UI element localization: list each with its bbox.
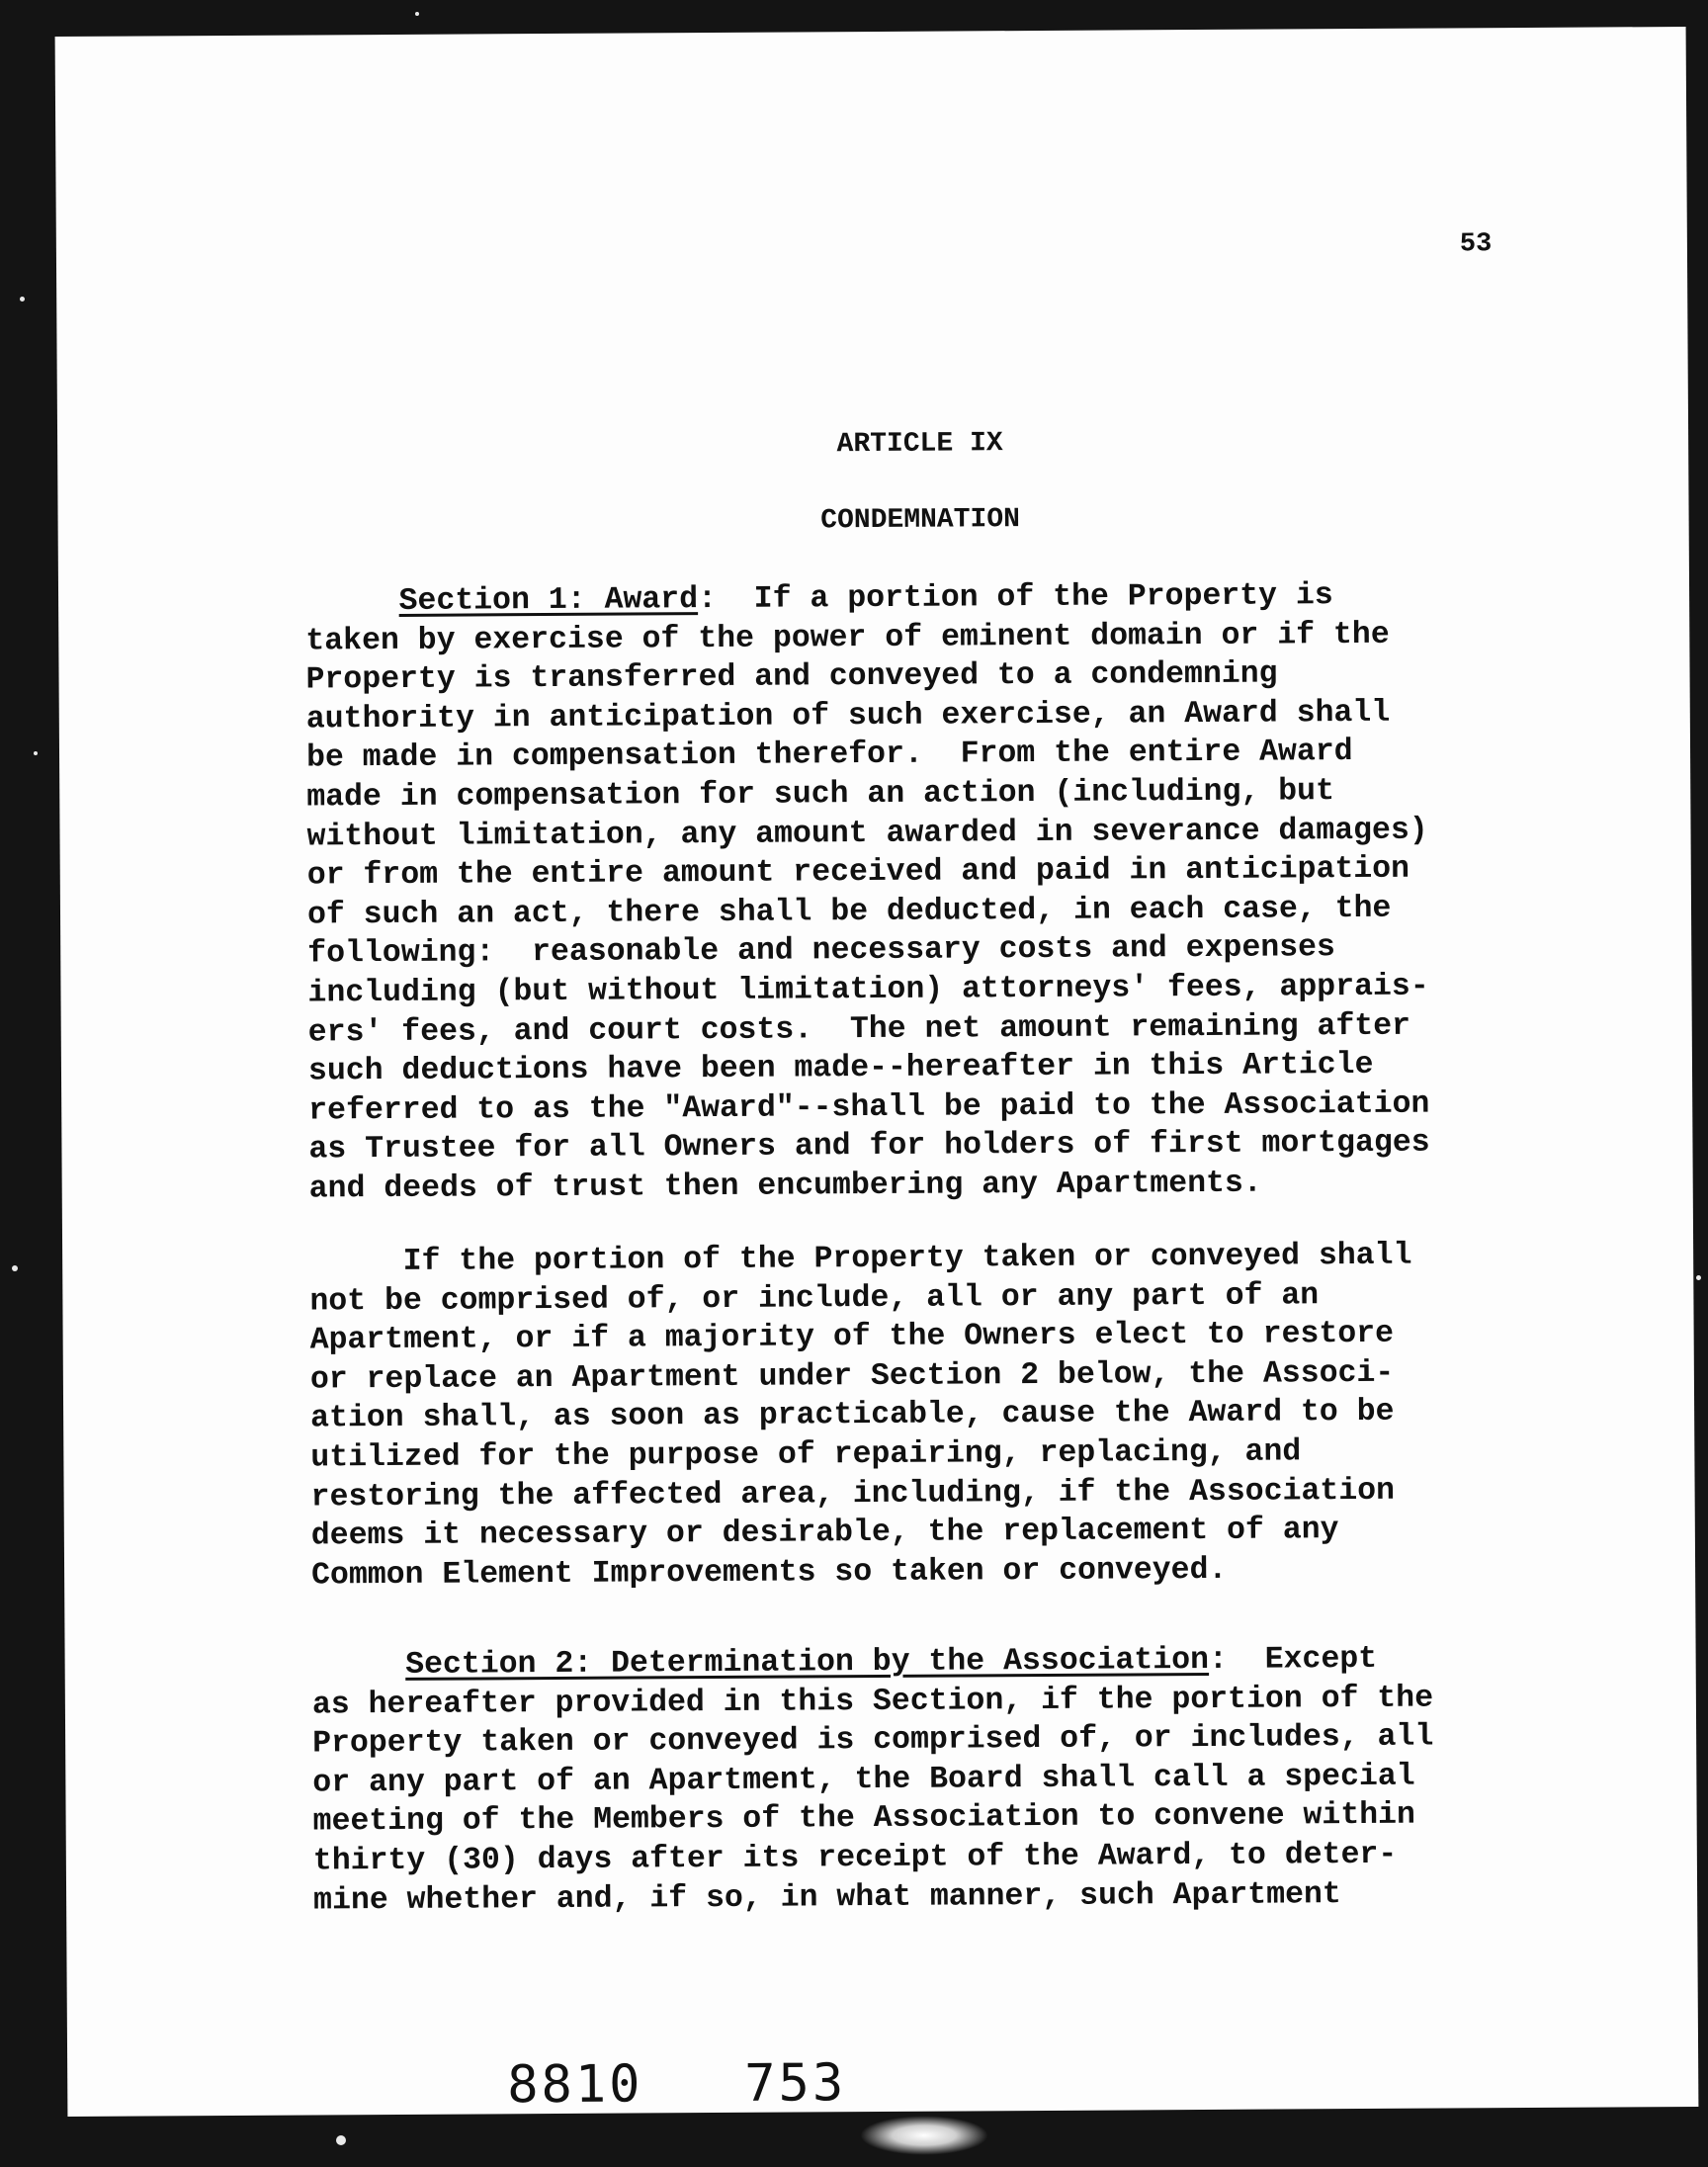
paragraph-line: be made in compensation therefor. From the entire Award <box>305 735 1353 776</box>
section-2-heading: Section 2: Determination by the Association <box>405 1642 1210 1683</box>
paragraph-line: without limitation, any amount awarded in severance damages) <box>306 813 1428 855</box>
scan-speck <box>336 2135 346 2145</box>
paragraph-line: as hereafter provided in this Section, if the portion of the <box>311 1681 1434 1723</box>
paragraph-line: made in compensation for such an action (including, but <box>306 774 1335 816</box>
paragraph-line: : If a portion of the Property is <box>697 578 1333 618</box>
paragraph-line: or from the entire amount received and paid in anticipation <box>306 851 1410 894</box>
paragraph-line: referred to as the "Award"--shall be paid to the Association <box>308 1086 1430 1129</box>
article-subtitle: CONDEMNATION <box>820 504 1020 537</box>
paragraph-line: Common Element Improvements so taken or conveyed. <box>310 1552 1228 1594</box>
paragraph-line: as Trustee for all Owners and for holders of first mortgages <box>308 1125 1430 1168</box>
paragraph-line: deems it necessary or desirable, the replacement of any <box>310 1513 1339 1554</box>
paragraph-line: thirty (30) days after its receipt of the Award, to deter- <box>312 1837 1398 1879</box>
paragraph-line: restoring the affected area, including, if the Association <box>310 1473 1396 1516</box>
section-2-paragraph <box>312 1639 1599 1921</box>
paragraph-line: such deductions have been made--hereafter in this Article <box>307 1048 1374 1089</box>
scan-speck <box>415 12 419 16</box>
paragraph-line: Property taken or conveyed is comprised of, or includes, all <box>312 1719 1434 1762</box>
scan-speck <box>34 751 38 755</box>
section-1-continuation-paragraph <box>309 1236 1596 1596</box>
paragraph-line: ers' fees, and court costs. The net amount remaining after <box>307 1008 1411 1051</box>
paragraph-line: Apartment, or if a majority of the Owners elect to restore <box>309 1316 1395 1358</box>
paragraph-line: Property is transferred and conveyed to a condemning <box>305 656 1278 698</box>
footer-book-number: 8810 <box>507 2054 643 2116</box>
scan-speck <box>1696 1275 1701 1280</box>
scan-speck <box>12 1265 18 1271</box>
paragraph-line: including (but without limitation) attorneys' fees, apprais- <box>307 969 1429 1011</box>
paragraph-line: or replace an Apartment under Section 2 below, the Associ- <box>309 1355 1395 1398</box>
paragraph-line: meeting of the Members of the Association to convene within <box>312 1798 1416 1840</box>
paragraph-line: : Except <box>1208 1641 1378 1678</box>
paragraph-line: mine whether and, if so, in what manner, such Apartment <box>313 1876 1341 1919</box>
article-title: ARTICLE IX <box>836 428 1003 461</box>
paragraph-line: authority in anticipation of such exercise, an Award shall <box>305 695 1391 737</box>
paragraph-line: of such an act, there shall be deducted, in each case, the <box>306 891 1392 933</box>
footer-page-number: 753 <box>744 2053 847 2114</box>
paragraph-line: If the portion of the Property taken or conveyed shall <box>309 1238 1412 1280</box>
paragraph-line: utilized for the purpose of repairing, replacing, and <box>310 1434 1302 1476</box>
paragraph-line: not be comprised of, or include, all or any part of an <box>309 1277 1320 1320</box>
paragraph-line: ation shall, as soon as practicable, cause the Award to be <box>310 1395 1395 1436</box>
scan-smudge <box>860 2116 988 2155</box>
scan-speck <box>20 297 25 302</box>
paragraph-line: or any part of an Apartment, the Board shall call a special <box>312 1759 1415 1801</box>
section-1-heading: Section 1: Award <box>398 582 699 619</box>
paragraph-line: and deeds of trust then encumbering any Apartments. <box>308 1166 1262 1207</box>
paragraph-line: taken by exercise of the power of eminent domain or if the <box>305 617 1390 659</box>
paper-sheet <box>55 27 1699 2117</box>
paragraph-line: following: reasonable and necessary costs and expenses <box>307 930 1336 972</box>
section-1-paragraph <box>305 575 1594 1209</box>
page-number: 53 <box>1459 229 1493 260</box>
